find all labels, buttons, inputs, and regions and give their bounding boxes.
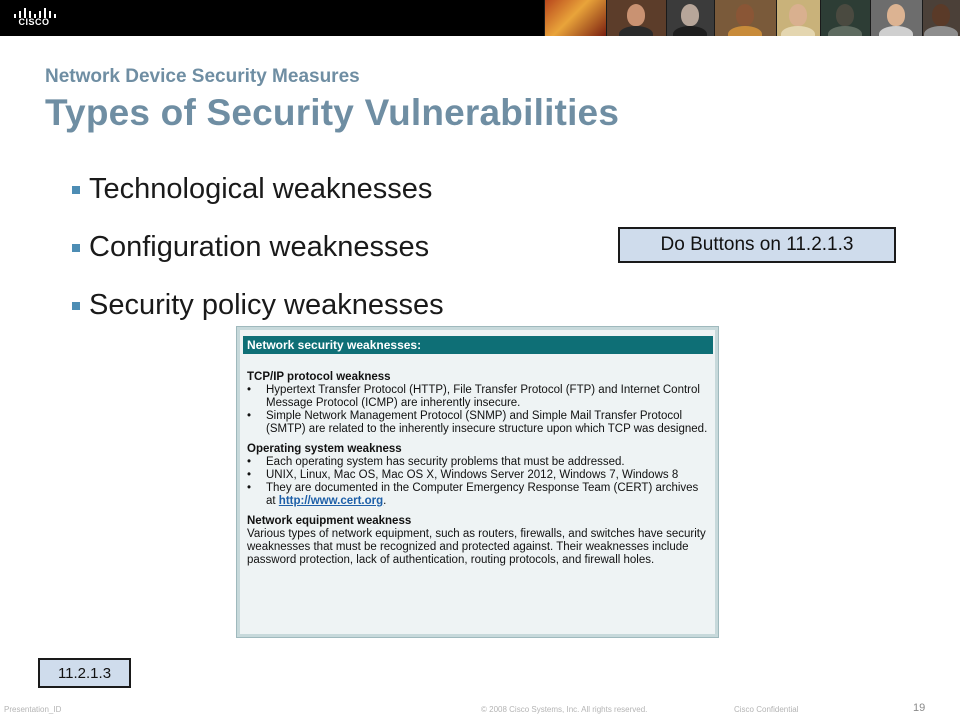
do-buttons-callout[interactable]: Do Buttons on 11.2.1.3 (618, 227, 896, 263)
page-number: 19 (913, 702, 926, 714)
list-item: • Each operating system has security problems that must be addressed. (247, 456, 625, 468)
bullet-list (72, 160, 444, 334)
section-paragraph: Various types of network equipment, such as routers, firewalls, and switches have security weaknesses that must be recognized and protected against. Their weaknesses include password protection, lack of authentication, routing protocols, and firewall holes. (247, 528, 706, 566)
photo-tile (714, 0, 776, 36)
section-tcpip (247, 371, 709, 436)
list-item: • They are documented in the Computer Emergency Response Team (CERT) archives at http://www.cert.org. (247, 482, 699, 507)
photo-tile (606, 0, 666, 36)
square-bullet-icon (72, 302, 80, 310)
bullet-item: Configuration weaknesses (72, 218, 444, 276)
cert-link[interactable]: http://www.cert.org (278, 495, 384, 507)
slide-title: Types of Security Vulnerabilities (45, 92, 620, 133)
square-bullet-icon (72, 186, 80, 194)
list-item: • UNIX, Linux, Mac OS, Mac OS X, Windows Server 2012, Windows 7, Windows 8 (247, 469, 679, 481)
bullet-item: Technological weaknesses (72, 160, 444, 218)
photo-tile (666, 0, 714, 36)
footer-confidential: Cisco Confidential (734, 705, 799, 714)
square-bullet-icon (72, 244, 80, 252)
bullet-item: Security policy weaknesses (72, 276, 444, 334)
people-photo-strip (544, 0, 960, 36)
photo-tile (820, 0, 870, 36)
photo-tile (776, 0, 820, 36)
network-weaknesses-panel (236, 326, 719, 638)
cisco-logo-text: CISCO (18, 17, 50, 27)
section-heading: Network equipment weakness (247, 515, 412, 527)
section-number-badge: 11.2.1.3 (38, 658, 131, 688)
section-os (247, 443, 709, 508)
panel-header: Network security weaknesses: (243, 336, 713, 354)
top-banner (0, 0, 960, 36)
footer-copyright: © 2008 Cisco Systems, Inc. All rights reserved. (481, 705, 648, 714)
photo-tile (870, 0, 922, 36)
list-item: • Simple Network Management Protocol (SNMP) and Simple Mail Transfer Protocol (SMTP) are related to the inherently insecure structure upon which TCP was designed. (247, 410, 708, 435)
section-network-equipment (247, 515, 709, 567)
photo-tile (544, 0, 606, 36)
slide-subtitle: Network Device Security Measures (45, 66, 360, 87)
section-heading: Operating system weakness (247, 443, 402, 455)
photo-tile (922, 0, 960, 36)
panel-body (247, 371, 709, 574)
list-item: • Hypertext Transfer Protocol (HTTP), File Transfer Protocol (FTP) and Internet Control Message Protocol (ICMP) are inherently insecure. (247, 384, 700, 409)
footer-presentation-id: Presentation_ID (4, 705, 62, 714)
section-heading: TCP/IP protocol weakness (247, 371, 391, 383)
cisco-logo (12, 6, 56, 32)
